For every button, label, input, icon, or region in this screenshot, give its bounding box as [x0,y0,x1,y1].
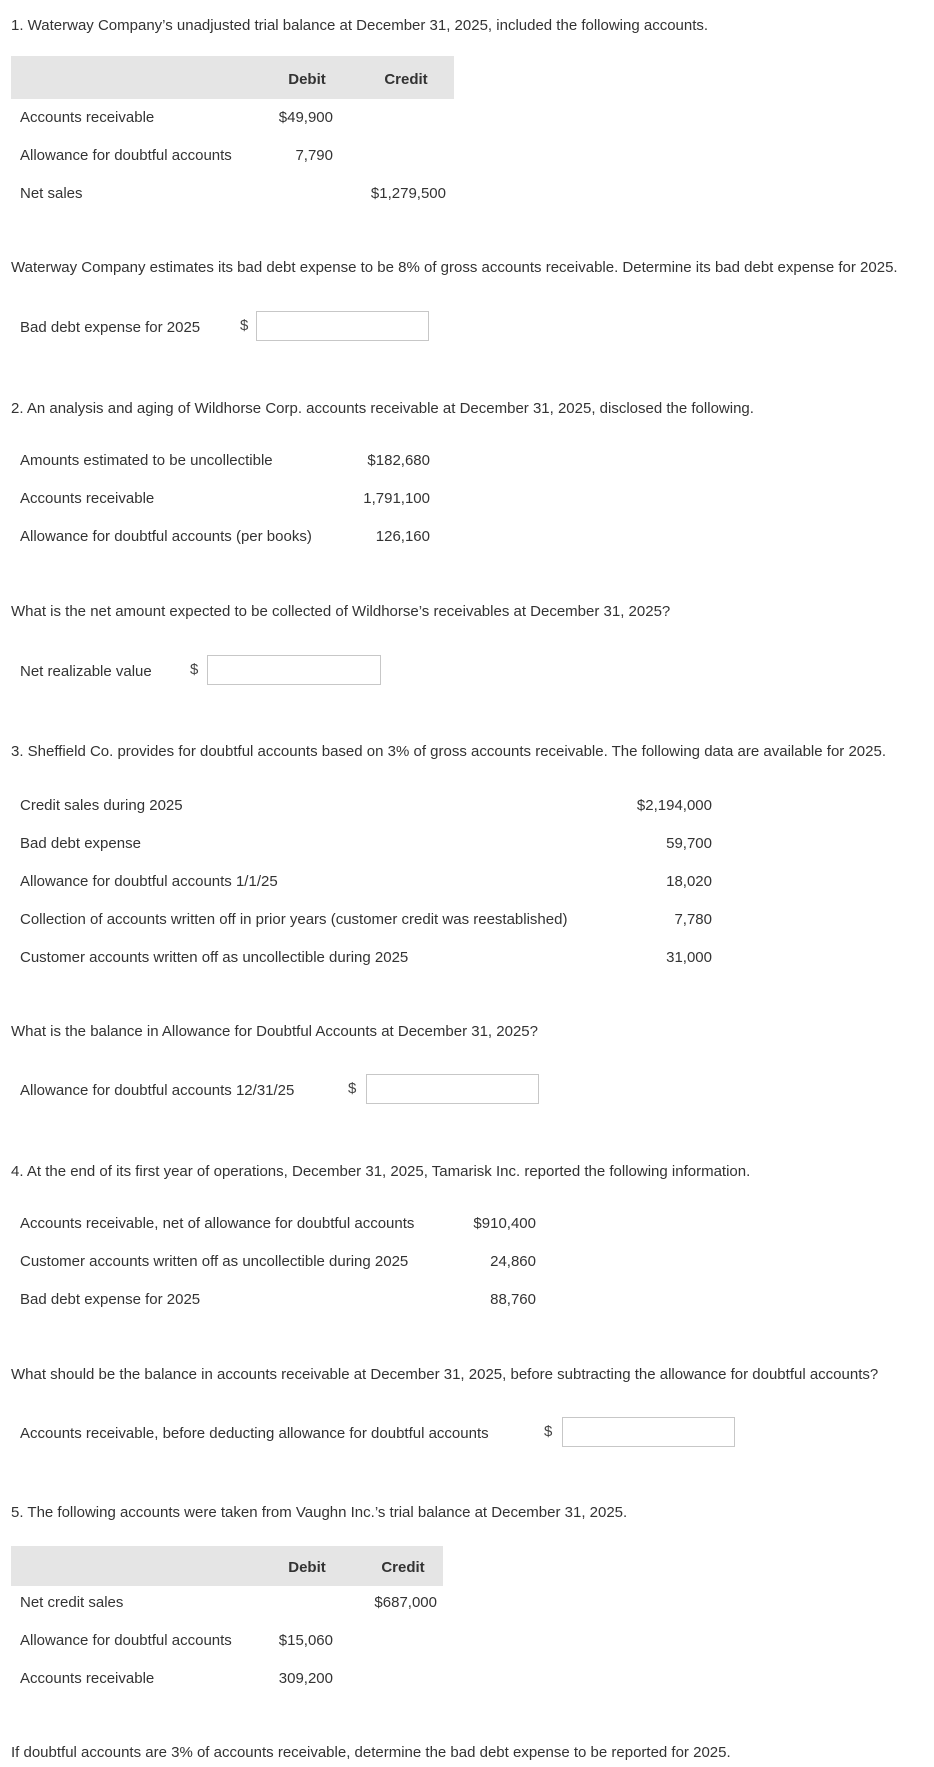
q3-dollar-sign: $ [348,1080,357,1097]
q4-question: What should be the balance in accounts receivable at December 31, 2025, before subtracting the allowance for doubtful accounts? [11,1366,879,1383]
q2-prompt: 2. An analysis and aging of Wildhorse Corp. accounts receivable at December 31, 2025, disclosed the following. [11,400,754,417]
q3-answer-label: Allowance for doubtful accounts 12/31/25 [20,1082,295,1099]
q1-question: Waterway Company estimates its bad debt expense to be 8% of gross accounts receivable. Determine its bad debt expense for 2025. [11,259,898,276]
q5-question: If doubtful accounts are 3% of accounts receivable, determine the bad debt expense to be reported for 2025. [11,1744,731,1761]
q2-row-value: $182,680 [367,452,430,469]
q3-row-label: Allowance for doubtful accounts 1/1/25 [20,873,278,890]
q2-row-value: 1,791,100 [363,490,430,507]
q1-debit-header: Debit [288,71,326,88]
q5-row-label: Allowance for doubtful accounts [20,1632,232,1649]
q1-row-credit: $1,279,500 [370,185,446,202]
q4-answer-label: Accounts receivable, before deducting allowance for doubtful accounts [20,1425,489,1442]
q4-row-label: Accounts receivable, net of allowance for doubtful accounts [20,1215,415,1232]
q5-prompt: 5. The following accounts were taken from Vaughn Inc.’s trial balance at December 31, 2025. [11,1504,628,1521]
q1-row-debit: 7,790 [295,147,333,164]
q4-dollar-sign: $ [544,1423,553,1440]
q1-answer-label: Bad debt expense for 2025 [20,319,201,336]
q2-row-label: Allowance for doubtful accounts (per books) [20,528,312,545]
q3-row-label: Collection of accounts written off in prior years (customer credit was reestablished) [20,911,568,928]
q5-row-credit: $687,000 [374,1594,437,1611]
q5-credit-header: Credit [381,1559,425,1576]
q4-row-label: Customer accounts written off as uncollectible during 2025 [20,1253,409,1270]
q2-row-label: Accounts receivable [20,490,155,507]
q2-row-value: 126,160 [375,528,430,545]
q1-row-label: Net sales [20,185,83,202]
q5-row-debit: $15,060 [278,1632,333,1649]
q3-row-label: Credit sales during 2025 [20,797,183,814]
q3-prompt: 3. Sheffield Co. provides for doubtful accounts based on 3% of gross accounts receivable. The following data are available for 2025. [11,743,886,760]
q3-row-label: Bad debt expense [20,835,141,852]
q5-row-label: Net credit sales [20,1594,124,1611]
q1-dollar-sign: $ [240,317,249,334]
q4-row-label: Bad debt expense for 2025 [20,1291,201,1308]
q1-credit-header: Credit [384,71,428,88]
q4-row-value: 24,860 [490,1253,536,1270]
q1-row-debit: $49,900 [278,109,333,126]
q2-question: What is the net amount expected to be collected of Wildhorse’s receivables at December 31, 2025? [11,603,671,620]
q1-answer-input[interactable] [256,311,429,341]
q4-prompt: 4. At the end of its first year of operations, December 31, 2025, Tamarisk Inc. reported the following information. [11,1163,751,1180]
q3-row-value: 18,020 [666,873,712,890]
q3-row-value: 7,780 [674,911,712,928]
q3-question: What is the balance in Allowance for Doubtful Accounts at December 31, 2025? [11,1023,538,1040]
q2-answer-label: Net realizable value [20,663,152,680]
q2-dollar-sign: $ [190,661,199,678]
q5-debit-header: Debit [288,1559,326,1576]
q5-row-label: Accounts receivable [20,1670,155,1687]
q1-prompt: 1. Waterway Company’s unadjusted trial balance at December 31, 2025, included the following accounts. [11,17,709,34]
q2-answer-input[interactable] [207,655,381,685]
q1-row-label: Allowance for doubtful accounts [20,147,232,164]
q3-answer-input[interactable] [366,1074,539,1104]
q3-row-value: $2,194,000 [636,797,712,814]
q1-row-label: Accounts receivable [20,109,155,126]
q5-row-debit: 309,200 [278,1670,333,1687]
q3-row-value: 59,700 [666,835,712,852]
q4-row-value: $910,400 [473,1215,536,1232]
q4-answer-input[interactable] [562,1417,735,1447]
q3-row-value: 31,000 [666,949,712,966]
q4-row-value: 88,760 [490,1291,536,1308]
q2-row-label: Amounts estimated to be uncollectible [20,452,273,469]
q3-row-label: Customer accounts written off as uncollectible during 2025 [20,949,409,966]
